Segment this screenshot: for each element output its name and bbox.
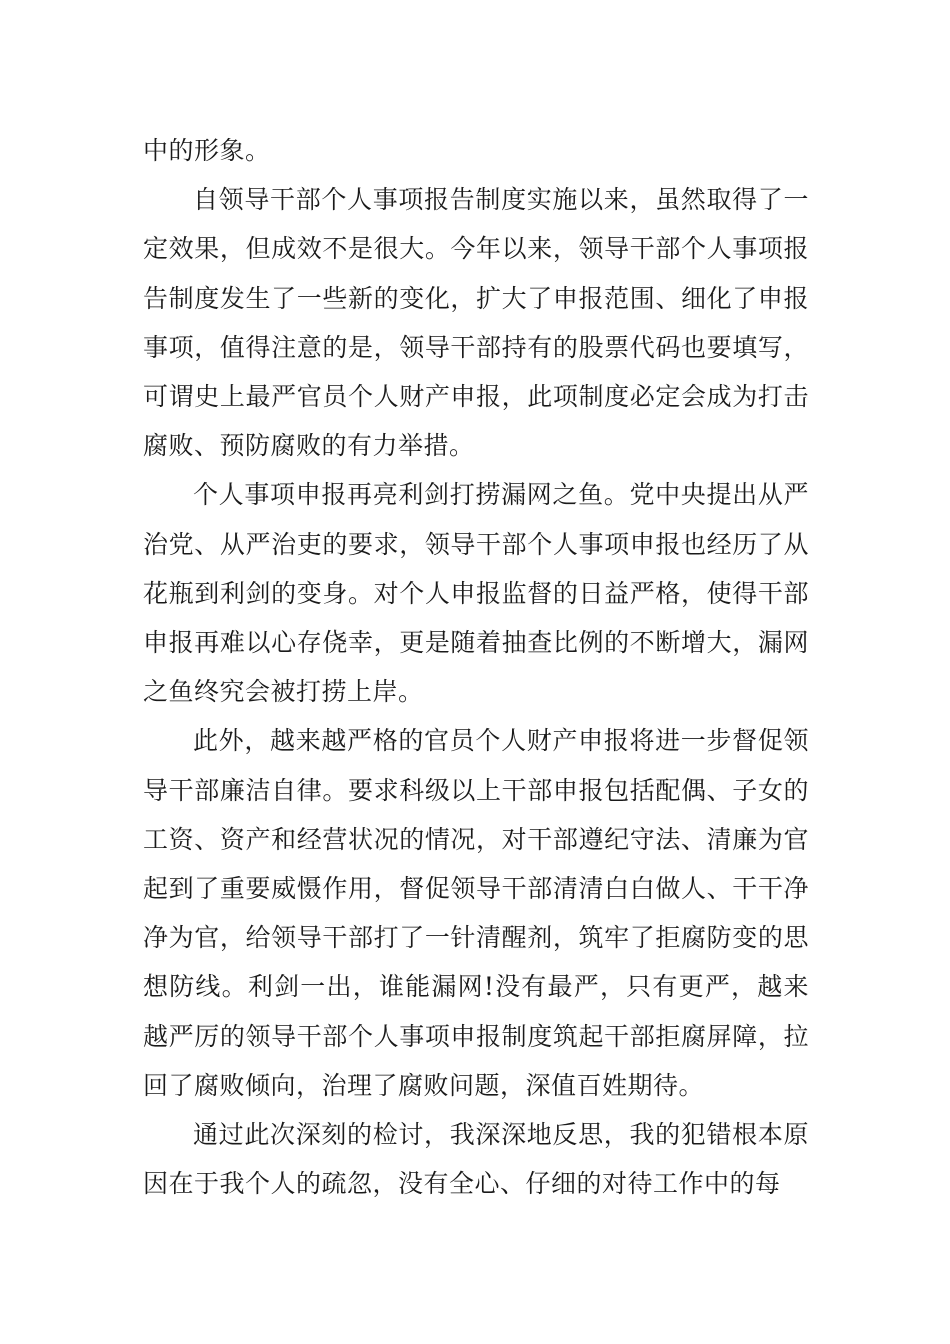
paragraph: 通过此次深刻的检讨，我深深地反思，我的犯错根本原因在于我个人的疏忽，没有全心、仔细的对待工作中的每 bbox=[143, 1120, 809, 1199]
paragraph: 此外，越来越严格的官员个人财产申报将进一步督促领导干部廉洁自律。要求科级以上干部申报包括配偶、子女的工资、资产和经营状况的情况，对干部遵纪守法、清廉为官起到了重要威慑作用，督促领导干部清清白白做人、干干净净为官，给领导干部打了一针清醒剂，筑牢了拒腐防变的思想防线。利剑一出，谁能漏网!没有最严，只有更严，越来越严厉的领导干部个人事项申报制度筑起干部拒腐屏障，拉回了腐败倾向，治理了腐败问题，深值百姓期待。 bbox=[143, 726, 809, 1100]
paragraph: 自领导干部个人事项报告制度实施以来，虽然取得了一定效果，但成效不是很大。今年以来，领导干部个人事项报告制度发生了一些新的变化，扩大了申报范围、细化了申报事项，值得注意的是，领导干部持有的股票代码也要填写，可谓史上最严官员个人财产申报，此项制度必定会成为打击腐败、预防腐败的有力举措。 bbox=[143, 185, 809, 461]
paragraph-continuation: 中的形象。 bbox=[143, 136, 271, 165]
document-body bbox=[143, 126, 809, 1208]
paragraph: 个人事项申报再亮利剑打捞漏网之鱼。党中央提出从严治党、从严治吏的要求，领导干部个人事项申报也经历了从花瓶到利剑的变身。对个人申报监督的日益严格，使得干部申报再难以心存侥幸，更是随着抽查比例的不断增大，漏网之鱼终究会被打捞上岸。 bbox=[143, 480, 809, 707]
